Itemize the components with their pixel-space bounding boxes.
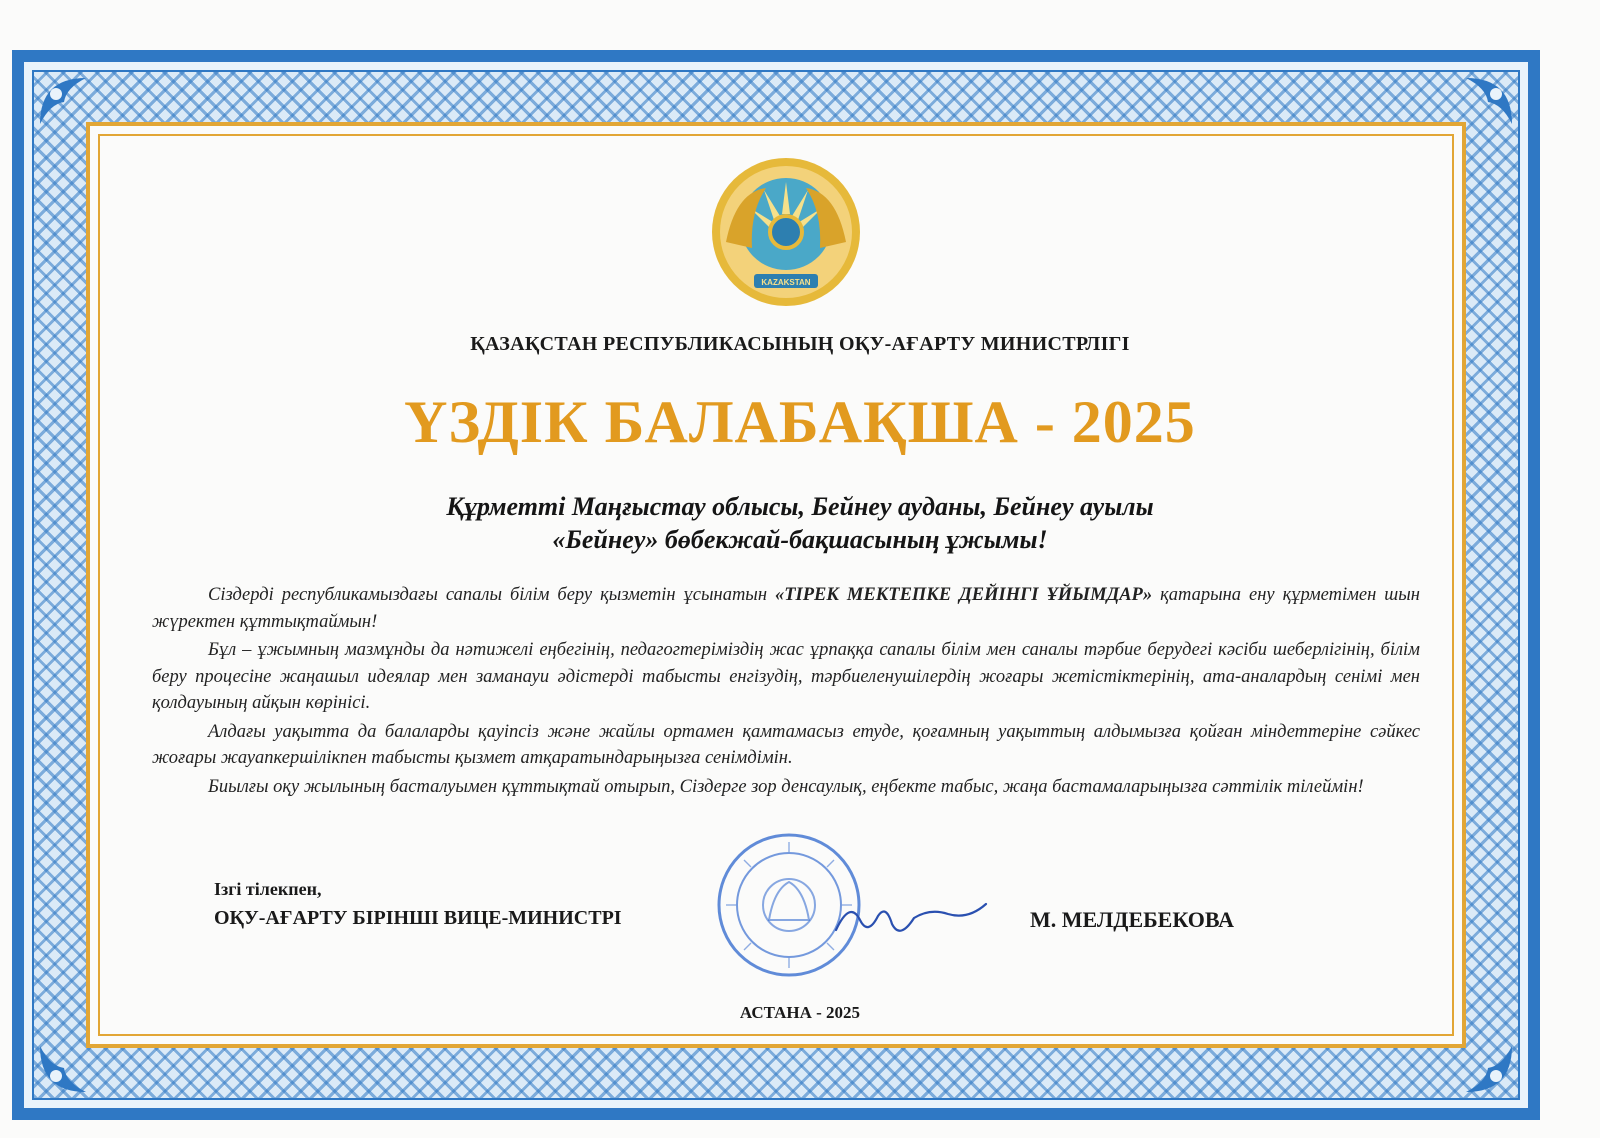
corner-ornament-top-right: [1462, 74, 1516, 128]
signer-position: ОҚУ-АҒАРТУ БІРІНШІ ВИЦЕ-МИНИСТРІ: [214, 907, 622, 929]
corner-ornament-bottom-left: [36, 1042, 90, 1096]
city-year: АСТАНА - 2025: [739, 1003, 861, 1022]
paragraph-1-end: қатарына ену құрметімен шын жүректен құттықтаймын!: [152, 585, 1420, 632]
letter-body: [152, 582, 1420, 802]
ministry-name: ҚАЗАҚСТАН РЕСПУБЛИКАСЫНЫҢ ОҚУ-АҒАРТУ МИНИСТРЛІГІ: [470, 333, 1130, 355]
paragraph-3: Алдағы уақытта да балаларды қауіпсіз және жайлы ортамен қамтамасыз етуде, қоғамның уақыттың алдымызға қойған міндеттеріне сәйкес жоғары жауапкершілікпен табысты қызмет атқаратындарыңызға сенімдімін.: [152, 721, 1420, 768]
emblem-label: KAZAKSTAN: [761, 278, 811, 287]
signer-name: М. МЕЛДЕБЕКОВА: [1030, 907, 1235, 932]
addressee-line-1: Құрметті Маңғыстау облысы, Бейнеу ауданы, Бейнеу ауылы: [446, 492, 1154, 521]
handwritten-signature-icon: [830, 890, 990, 950]
paragraph-4: Биылғы оқу жылының басталуымен құттықтай отырып, Сіздерге зор денсаулық, еңбекте табыс, жаңа бастамаларыңызға сәттілік тілеймін!: [208, 776, 1364, 797]
paragraph-1-highlight: «ТІРЕК МЕКТЕПКЕ ДЕЙІНГІ ҰЙЫМДАР»: [775, 585, 1153, 605]
certificate-title: ҮЗДІК БАЛАБАҚША - 2025: [404, 389, 1196, 455]
paragraph-2: Бұл – ұжымның мазмұнды да нәтижелі еңбегінің, педагогтеріміздің жас ұрпаққа сапалы білім мен саналы тәрбие берудегі кәсіби шеберлігінің, білім беру процесіне жаңашыл идеялар мен заманауи әдістерді табысты енгізудің, тәрбиеленушілердің жоғары жетістіктерінің, ата-аналардың сенімі мен қолдауының айқын көрінісі.: [152, 640, 1420, 713]
closing-wishes: Ізгі тілекпен,: [214, 879, 322, 899]
addressee-line-2: «Бейнеу» бөбекжай-бақшасының ұжымы!: [552, 525, 1048, 554]
paragraph-1-start: Сіздерді республикамыздағы сапалы білім беру қызметін ұсынатын: [208, 585, 775, 605]
corner-ornament-top-left: [36, 74, 90, 128]
paragraph-1: [152, 582, 1420, 635]
corner-ornament-bottom-right: [1462, 1042, 1516, 1096]
state-emblem-icon: [706, 152, 866, 312]
